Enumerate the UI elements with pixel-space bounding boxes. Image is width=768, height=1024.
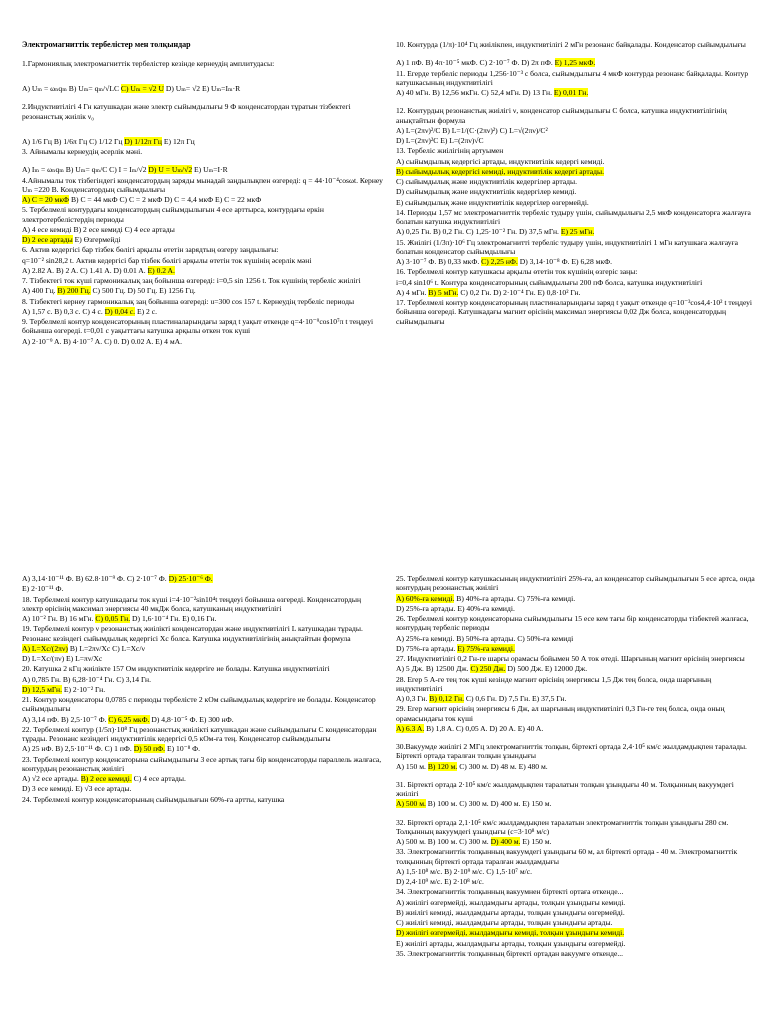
text-line: 5. Тербелмелі контурдағы конденсатордың сыйымдылығын 4 есе арттырса, контурдағы еркін электротербелістердің периоды — [22, 205, 324, 224]
highlighted-answer: E) 0.2 A. — [147, 265, 175, 275]
text-line: D) 75%-ға артады. E) 75%-ға кемиді. — [396, 643, 515, 653]
highlighted-answer: B) 200 Гц. — [57, 286, 91, 296]
highlighted-answer: C) 0,05 Гн. — [95, 614, 131, 623]
text-line: A) 25 нФ. B) 2,5·10⁻¹¹ Ф. C) 1 пФ. D) 50 пФ. E) 10⁻⁸ Ф. — [22, 744, 201, 754]
text-line: A) 4 есе кемиді B) 2 есе кемиді C) 4 есе артады — [22, 224, 175, 234]
text-line: A) 0,3 Гн. B) 0,12 Гн. C) 0,6 Гн. D) 7,5 Гн. E) 37,5 Гн. — [396, 694, 567, 703]
text-line: 31. Біртекті ортада 2·10⁵ км/с жылдамдықпен таралатын толқын ұзындығы 40 м. Толқынның вакуумдегі жиілігі — [396, 779, 734, 798]
text-line: A) Uₘ = ωₙqₘ B) Uₘ= qₘ/√LC C) Uₘ = √2 U D) Uₘ= √2 E) Uₘ=Iₘ·R — [22, 84, 241, 93]
text-line: 33. Электромагниттік толқынның вакуумдегі ұзындығы 60 м, ал біртекті ортада - 40 м. Электромагниттік толқынның біртекті ортада таралған жылдамдығы — [396, 847, 738, 866]
highlighted-answer: B) 5 мГн. — [428, 287, 459, 297]
highlighted-answer: E) 0,01 Гн. — [553, 88, 589, 97]
page2-left-column — [22, 574, 384, 1024]
text-line: A) сыйымдылық кедергісі артады, индуктивтілік кедергі кемиді. — [396, 156, 605, 166]
spacer — [396, 97, 756, 106]
text-line: 29. Егер магнит өрісінің энергиясы 6 Дж, ал шарғының индуктивтілігі 0,3 Гн-ге тең болса, онда оның орамасындағы ток күші — [396, 704, 725, 723]
text-line: 9. Тербелмелі контур конденсаторының пластиналарындағы заряд t уақыт өткенде q=4·10⁻⁹cos10⁷π t теңдеуі бойынша өзгереді. t=0,01 с уақыттағы катушка арқылы өткен ток күші — [22, 317, 374, 336]
page1-left-column — [22, 40, 384, 512]
highlighted-answer: E) 1,25 мкФ. — [554, 58, 596, 68]
text-line: 34. Электромагниттік толқынның вакуумнен біртекті ортаға өткенде... — [396, 887, 624, 897]
text-line: C) сыйымдылық және индуктивтілік кедергілер артады. — [396, 177, 577, 186]
text-line: 24. Тербелмелі контур конденсаторының сыйымдылығын 60%-ға артты, катушка — [22, 794, 285, 804]
highlighted-answer: D) 400 м. — [490, 837, 521, 846]
text-line: A) 60%-ға кемиді. B) 40%-ға артады. C) 75%-ға кемиді. — [396, 593, 576, 603]
text-line: 28. Егер 5 А-ге тең ток күші кезінде магнит өрісінің энергиясы 1,5 Дж тең болса, онда шарғының индуктивтілігі — [396, 674, 712, 693]
text-line: q=10⁻² sin28,2 t. Актив кедергісі бар тізбек бөлігі арқылы өтетін ток күшінің әсерлік мәні — [22, 255, 312, 265]
text-line: A) 5 Дж. B) 12500 Дж. C) 250 Дж. D) 500 Дж. E) 12000 Дж. — [396, 664, 588, 674]
text-line: 14. Периоды 1,57 мс электромагниттік тербеліс тудыру үшін, сыйымдылығы 2,5 мкФ конденсаторға жалғауға болатын катушка индуктивтілігі — [396, 207, 751, 226]
text-line: A) 4 мГн. B) 5 мГн. C) 0,2 Гн. D) 2·10⁻⁴ Гн. E) 0,8·10² Гн. — [396, 287, 581, 297]
text-line: D) сыйымдылық және индуктивтілік кедергілер кемиді. — [396, 187, 577, 197]
text-line: A) Iₘ = ωₙqₘ B) Uₘ= qₘ/C C) I = Iₘ/√2 D) U = Uₘ/√2 E) Uₘ=I·R — [22, 165, 228, 175]
text-line: 15. Жиілігі (1/3π)·10⁶ Гц электромагнитті тербеліс тудыру үшін, индуктивтілігі 1 мГн катушкаға жалғауға болатын конденсатор сыйымдылығы — [396, 237, 739, 256]
text-line: A) L=(2πν)²/C B) L=1/(C·(2πν)²) C) L=√(2πν)/C² — [396, 125, 548, 135]
spacer — [22, 156, 384, 165]
text-line: A) 0,785 Гн. B) 6,28·10⁻⁴ Гн. C) 3,14 Гн. — [22, 674, 152, 684]
text-line: 7. Тізбектегі ток күші гармоникалық заң бойынша өзгереді: i=0,5 sin 1256 t. Ток күшінің тербеліс жиілігі — [22, 276, 361, 285]
text-line: 6. Актив кедергісі бар тізбек бөлігі арқылы өтетін зарядтың өзгеру заңдылығы: — [22, 245, 279, 255]
text-line: A) 1 пФ. B) 4π·10⁻⁵ мкФ. C) 2·10⁻⁷ Ф. D) 2π пФ. E) 1,25 мкФ. — [396, 58, 596, 68]
highlighted-answer: D) 1/12π Гц — [124, 136, 162, 146]
text-line: 27. Индуктивтілігі 0,2 Гн-ге шарғы орамасы бойымен 50 А ток өтеді. Шарғының магнит өрісінің энергиясы — [396, 654, 745, 663]
text-line: 12. Контурдың резонанстық жиілігі ν, конденсатор сыйымдылығы C болса, катушка индуктивтілігінің анықтайтын формула — [396, 106, 727, 125]
text-line: 21. Контур конденсаторы 0,0785 с периоды тербелісте 2 кОм сыйымдылық кедергіге ие болады. Конденсатор сыйымдылығы — [22, 695, 376, 714]
highlighted-answer: D) 0,04 с. — [104, 306, 136, 316]
text-line: 35. Электромагниттік толқынның біртекті ортадан вакуумге өткенде... — [396, 948, 624, 958]
text-line: A) 150 м. B) 120 м. C) 300 м. D) 48 м. E) 480 м. — [396, 761, 548, 771]
text-line: 25. Тербелмелі контур катушкасының индуктивтілігі 25%-ға, ал конденсатор сыйымдылығын 5 есе артса, онда контурдың резонанстық жиілігі — [396, 574, 755, 593]
text-line: D) 12,5 мГн. E) 2·10⁻² Гн. — [22, 684, 106, 694]
highlighted-answer: C) 6,25 мкФ. — [108, 714, 150, 724]
spacer — [22, 121, 384, 137]
text-line: A) √2 есе артады. B) 2 есе кемиді. C) 4 есе артады. — [22, 774, 186, 783]
text-line: A) 6.3 A. B) 1,8 A. C) 0,05 A. D) 20 A. E) 40 A. — [396, 723, 544, 733]
highlighted-answer: D) 2 есе артады — [22, 235, 73, 244]
document-page-2 — [0, 560, 768, 1024]
text-line: A) 40 мГн. B) 12,56 мкГн. C) 52,4 мГн. D) 13 Гн. E) 0,01 Гн. — [396, 88, 589, 97]
text-line: A) 3,14 пФ. B) 2,5·10⁻⁷ Ф. C) 6,25 мкФ. D) 4,8·10⁻⁵ Ф. E) 300 нФ. — [22, 714, 234, 724]
text-line: A) жиілігі өзгермейді, жылдамдығы артады, толқын ұзындығы кемиді. — [396, 897, 626, 907]
spacer — [396, 771, 756, 780]
text-line: A) 0,25 Гн. B) 0,2 Гн. C) 1,25·10⁻² Гн. D) 37,5 мГн. E) 25 мГн. — [396, 227, 595, 237]
highlighted-answer: A) C = 20 мкФ — [22, 195, 70, 204]
text-line: D) L=Xc/(πν) E) L=πν/Xc — [22, 654, 103, 663]
spacer — [396, 733, 756, 742]
text-line: A) 1,57 с. B) 0,3 с. C) 4 с. D) 0,04 с. E) 2 с. — [22, 306, 157, 316]
text-line: E) 2·10⁻¹¹ Ф. — [22, 584, 64, 594]
text-line: D) 2 есе артады E) Өзгермейді — [22, 235, 121, 244]
text-line: 16. Тербелмелі контур катушкасы арқылы өтетін ток күшінің өзгеріс заңы: — [396, 267, 638, 277]
text-line: A) 2.82 A. B) 2 A. C) 1.41 A. D) 0.01 A. E) 0.2 A. — [22, 265, 175, 275]
text-line: A) 500 м. B) 100 м. C) 300 м. D) 400 м. E) 150 м. — [396, 799, 552, 809]
highlighted-answer: A) L=Xc/(2πν) — [22, 643, 68, 653]
text-line: A) 3,14·10⁻¹¹ Ф. B) 62.8·10⁻⁹ Ф. C) 2·10⁻⁷ Ф. D) 25·10⁻⁶ Ф. — [22, 574, 213, 583]
text-line: A) C = 20 мкФ B) C = 44 мкФ C) C = 2 мкФ D) C = 4,4 мкФ E) C = 22 мкФ — [22, 195, 262, 204]
highlighted-answer: B) сыйымдылық кедергісі кемиді, индуктивтілік кедергі артады. — [396, 166, 605, 176]
text-line: 8. Тізбектегі кернеу гармоникалық заң бойынша өзгереді: u=300 cos 157 t. Кернеудің тербеліс периоды — [22, 296, 355, 306]
spacer — [396, 809, 756, 818]
highlighted-answer: D) 25·10⁻⁶ Ф. — [168, 574, 213, 583]
highlighted-answer: E) 25 мГн. — [560, 227, 595, 237]
text-line: i=0,4 sin10⁶ t. Контура конденсаторының сыйымдылығы 200 пФ болса, катушка индуктивтілігі — [396, 277, 703, 287]
spacer — [396, 49, 756, 58]
text-line: D) L=(2πν)²C E) L=(2πν)√C — [396, 136, 484, 145]
highlighted-answer: A) 60%-ға кемиді. — [396, 593, 455, 603]
text-line: D) 3 есе кемиді. E) √3 есе артады. — [22, 784, 132, 794]
text-line: A) 400 Гц. B) 200 Гц. C) 500 Гц. D) 50 Гц. E) 1256 Гц. — [22, 286, 196, 296]
highlighted-answer: C) 250 Дж. — [470, 664, 506, 674]
text-line: A) 2·10⁻⁹ A. B) 4·10⁻⁷ A. C) 0. D) 0.02 A. E) 4 мА. — [22, 336, 183, 346]
highlighted-answer: D) U = Uₘ/√2 — [148, 165, 193, 175]
text-line: B) жиілігі кемиді, жылдамдығы артады, толқын ұзындығы өзгермейді. — [396, 907, 625, 917]
page1-right-column — [396, 40, 756, 512]
text-line: A) L=Xc/(2πν) B) L=2πν/Xc C) L=Xc/ν — [22, 643, 145, 653]
text-line: 17. Тербелмелі контур конденсаторының пластиналарындағы заряд t уақыт өткенде q=10⁻³cos4,4·10² t теңдеуі бойынша өзгереді. Катушкадағы магнит өрісінің максимал энергиясы 0,02 Дж болса, конденсатордың сыйымдылығы — [396, 298, 753, 326]
text-line — [396, 928, 756, 937]
text-line: 23. Тербелмелі контур конденсаторына сыйымдылығы 3 есе артық тағы бір конденсаторды параллель жалғаса, контурдың резонанстық жиілігі — [22, 754, 382, 773]
text-line: 13. Тербеліс жиілігінің артуымен — [396, 146, 504, 156]
text-line: 22. Тербелмелі контур (1/5π)·10⁸ Гц резонанстық жиілікті катушкадан және сыйымдылығы C конденсатордан тұрады. Резонанс кезіндегі индуктивтілік кедергісі 0,5 кОм-ға тең. Конденсатор сыйымдылығы — [22, 724, 377, 743]
spacer — [22, 93, 384, 102]
spacer — [22, 50, 384, 59]
highlighted-answer: A) 500 м. — [396, 799, 426, 809]
highlighted-answer: B) 120 м. — [427, 761, 458, 771]
text-line: 1.Гармониялық электромагниттік тербелістер кезінде кернеудің амплитудасы: — [22, 58, 275, 68]
highlighted-answer: A) 6.3 A. — [396, 723, 425, 733]
text-line: A) 1,5·10⁸ м/с. B) 2·10⁹ м/с. C) 1,5·10⁷ м/с. — [396, 866, 533, 876]
text-line: 3. Айнымалы кернеудің әсерлік мәні. — [22, 147, 143, 156]
text-line: 11. Егерде тербеліс периоды 1,256·10⁻³ с болса, сыйымдылығы 4 мкФ контурда резонанс байқалады. Контур катушкасының индуктивтілігі — [396, 68, 749, 87]
text-line: A) 500 м. B) 100 м. C) 300 м. D) 400 м. E) 150 м. — [396, 837, 552, 846]
spacer — [22, 68, 384, 84]
text-line: 32. Біртекті ортада 2,1·10⁵ км/с жылдамдықпен таралатын электромагниттік толқын ұзындығы 280 см. Толқынның вакуумдегі ұзындығы (c=3·10⁸ м/с) — [396, 817, 729, 836]
text-line: A) 25%-ға кемиді. B) 50%-ға артады. C) 50%-ға кемиді — [396, 633, 574, 643]
highlighted-answer: B) 0,12 Гн. — [429, 694, 465, 703]
text-line: 26. Тербелмелі контур конденсаторына сыйымдылығы 15 есе кем тағы бір конденсаторды тізбектей жалғаса, контурдың тербеліс периоды — [396, 614, 749, 633]
text-line: 4.Айнымалы ток тізбегіндегі конденсатордың заряды мынадай заңдылықпен өзгереді: q = 44·10⁻⁴cosωt. Кернеу Uₘ =220 В. Конденсатордың сыйымдылығы — [22, 175, 383, 194]
text-line: 18. Тербелмелі контур катушкадағы ток күші i=4·10⁻²sin10⁴t теңдеуі бойынша өзгереді. Конденсатордың электр өрісінің максимал энергиясы 40 мкДж болса, катушканың индуктивтілігі — [22, 594, 362, 613]
text-line: A) 3·10⁻⁷ Ф. B) 0,33 мкФ. C) 2,25 нФ. D) 3,14·10⁻⁸ Ф. E) 6,28 мкФ. — [396, 257, 613, 266]
text-line: C) жиілігі кемиді, жылдамдығы артады, толқын ұзындығы артады. — [396, 918, 613, 927]
highlighted-answer: C) 2,25 нФ. — [481, 257, 518, 266]
text-line: E) сыйымдылық және индуктивтілік кедергілер өзгермейді. — [396, 197, 589, 207]
text-line: E) жиілігі артады, жылдамдығы артады, толқын ұзындығы өзгермейді. — [396, 938, 626, 948]
highlighted-answer: D) жиілігі өзгермейді, жылдамдығы кемиді, толқын ұзындығы кемиді. — [396, 928, 625, 938]
text-line: A) 1/6 Гц B) 1/6π Гц C) 1/12 Гц D) 1/12π Гц E) 12π Гц — [22, 136, 195, 146]
text-line: A) 10⁻² Гн. B) 16 мГн. C) 0,05 Гн. D) 1,6·10⁻⁴ Гн. E) 0,16 Гн. — [22, 614, 217, 623]
text-line: 19. Тербелмелі контур ν резонанстық жиілікті конденсатордан және индуктивтілігі L катушкадан тұрады. Резонанс кезіндегі сыйымдылық кедергісі Xc болса. Катушка индуктивтілігінің анықтайтын формула — [22, 624, 363, 643]
document-title: Электромагниттік тербелістер мен толқындар — [22, 40, 191, 49]
text-line — [396, 167, 756, 176]
highlighted-answer: D) 50 пФ. — [133, 744, 166, 754]
text-line: 10. Контурда (1/π)·10⁴ Гц жиілікпен, индуктивтілігі 2 мГн резонанс байқалады. Конденсатор сыйымдылығы — [396, 40, 746, 49]
highlighted-answer: E) 75%-ға кемиді. — [457, 643, 515, 653]
text-line: D) 2,4·10⁹ м/с. E) 2·10⁸ м/с. — [396, 877, 484, 886]
text-line: D) 25%-ға артады. E) 40%-ға кемиді. — [396, 603, 515, 613]
text-line: 30.Вакуумде жиілігі 2 МГц электромагниттік толқын, біртекті ортада 2,4·10⁵ км/с жылдамдықпен таралады. Біртекті ортада таралған толқын ұзындығы — [396, 742, 747, 761]
highlighted-answer: B) 2 есе кемиді. — [80, 774, 132, 783]
highlighted-answer: C) Uₘ = √2 U — [120, 84, 164, 93]
page2-right-column — [396, 574, 756, 1024]
text-line: 20. Катушка 2 кГц жиілікте 157 Ом индуктивтілік кедергіге ие болады. Катушка индуктивтілігі — [22, 664, 330, 674]
highlighted-answer: D) 12,5 мГн. — [22, 684, 62, 694]
text-line: 2.Индуктивтілігі 4 Гн катушкадан және электр сыйымдылығы 9 Ф конденсатордан тұратын тізбектегі резонанстық жиілік ν₀ — [22, 102, 351, 121]
